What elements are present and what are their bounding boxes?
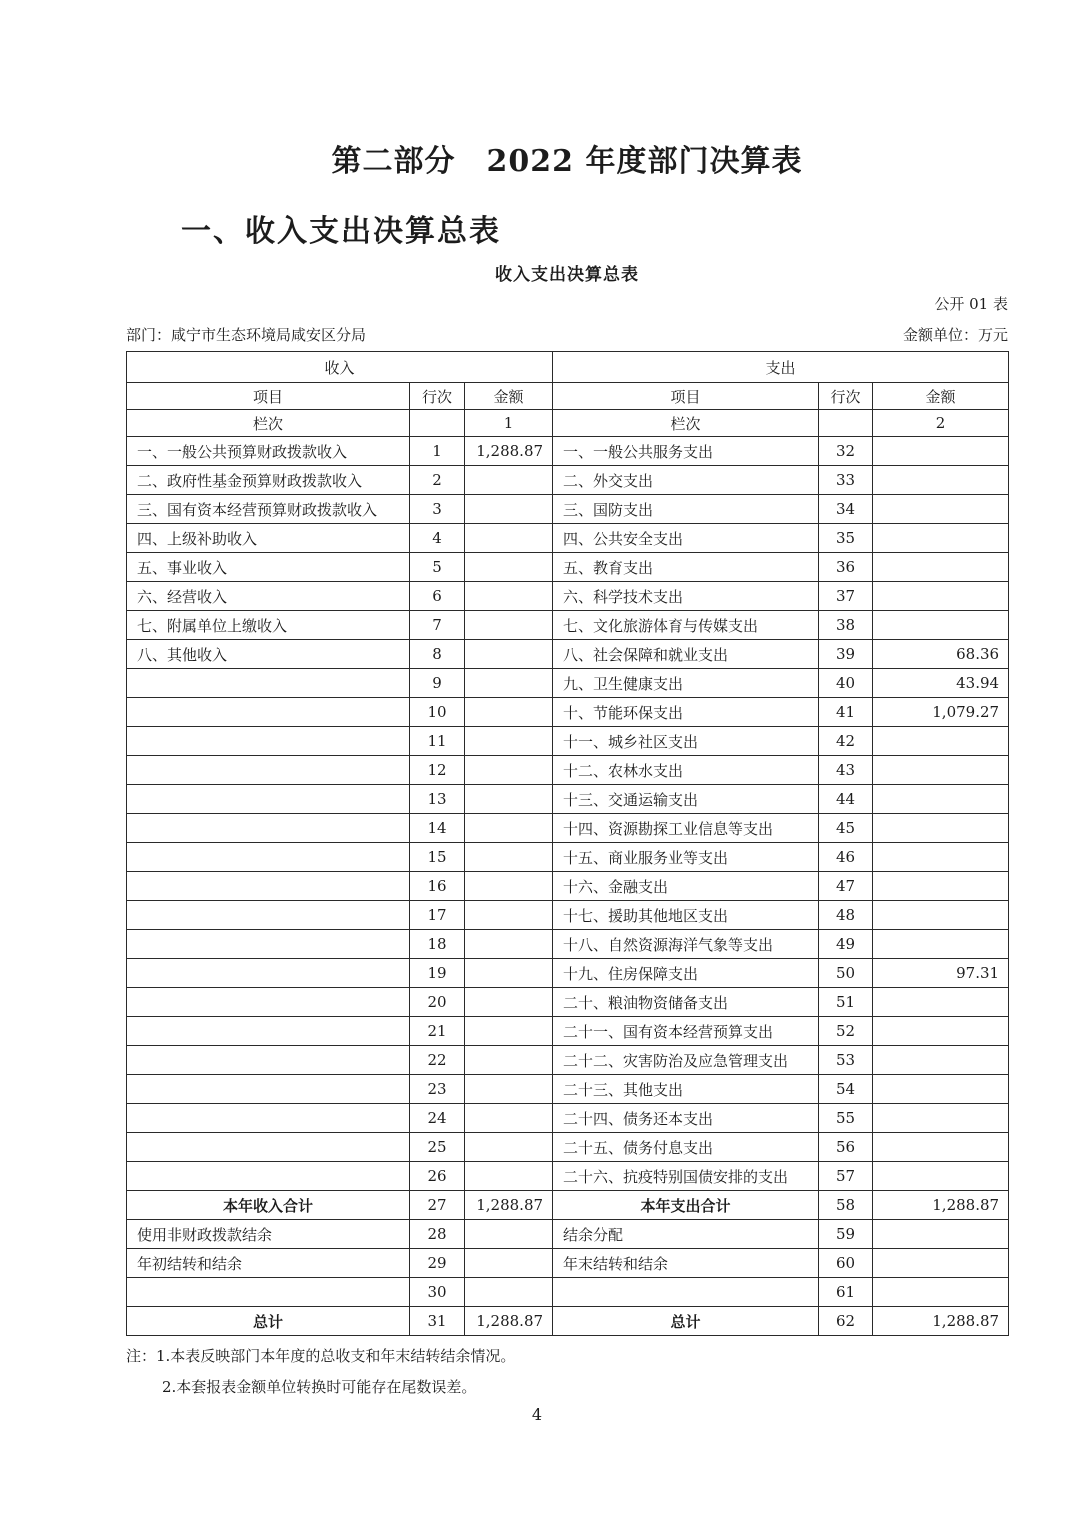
page-number: 4 [531,1405,543,1424]
income-amount-header: 金额 [465,383,553,410]
expense-amount-cell: 97.31 [873,959,1009,988]
expense-line-cell: 58 [819,1191,873,1220]
expense-amount-cell [873,1017,1009,1046]
expense-item-cell: 十、节能环保支出 [553,698,819,727]
expense-amount-cell: 43.94 [873,669,1009,698]
table-row [127,1017,1009,1046]
income-amount-cell [465,756,553,785]
expense-line-cell: 45 [819,814,873,843]
income-item-cell [127,1133,410,1162]
expense-amount-cell [873,843,1009,872]
expense-item-cell: 九、卫生健康支出 [553,669,819,698]
income-amount-cell [465,814,553,843]
expense-item-cell: 十九、住房保障支出 [553,959,819,988]
expense-line-cell: 52 [819,1017,873,1046]
income-item-cell [127,1104,410,1133]
table-row [127,1162,1009,1191]
income-line-cell: 13 [410,785,465,814]
expense-item-cell: 七、文化旅游体育与传媒支出 [553,611,819,640]
income-amount-cell [465,1075,553,1104]
income-item-cell [127,698,410,727]
income-amount-cell [465,553,553,582]
income-item-cell [127,1017,410,1046]
income-line-cell: 15 [410,843,465,872]
expense-header-cell: 支出 [553,352,1009,383]
income-item-cell: 二、政府性基金预算财政拨款收入 [127,466,410,495]
income-line-header: 行次 [410,383,465,410]
expense-line-cell: 38 [819,611,873,640]
income-lanci-value: 1 [465,410,553,437]
expense-item-cell: 六、科学技术支出 [553,582,819,611]
table-row [127,524,1009,553]
expense-amount-cell [873,930,1009,959]
table-row [127,1133,1009,1162]
table-row [127,1046,1009,1075]
income-amount-cell [465,1104,553,1133]
table-code-label: 公开 01 表 [934,295,1008,313]
income-line-cell: 21 [410,1017,465,1046]
expense-amount-cell [873,1278,1009,1307]
expense-line-cell: 47 [819,872,873,901]
income-item-cell: 七、附属单位上缴收入 [127,611,410,640]
expense-amount-cell [873,1104,1009,1133]
income-amount-cell [465,959,553,988]
table-row [127,1104,1009,1133]
expense-item-cell: 十七、援助其他地区支出 [553,901,819,930]
table-row [127,843,1009,872]
table-title: 收入支出决算总表 [495,265,639,285]
expense-line-cell: 61 [819,1278,873,1307]
table-row [127,1249,1009,1278]
income-line-cell: 1 [410,437,465,466]
income-item-cell [127,669,410,698]
income-line-cell: 30 [410,1278,465,1307]
table-row [127,1075,1009,1104]
expense-amount-cell [873,1046,1009,1075]
income-item-cell [127,756,410,785]
expense-amount-cell: 68.36 [873,640,1009,669]
expense-line-cell: 56 [819,1133,873,1162]
expense-line-cell: 33 [819,466,873,495]
expense-line-cell: 32 [819,437,873,466]
expense-amount-cell [873,727,1009,756]
expense-line-cell: 37 [819,582,873,611]
income-line-cell: 26 [410,1162,465,1191]
income-item-cell: 四、上级补助收入 [127,524,410,553]
expense-line-cell: 34 [819,495,873,524]
expense-amount-cell [873,814,1009,843]
expense-amount-cell [873,495,1009,524]
expense-item-cell: 八、社会保障和就业支出 [553,640,819,669]
expense-amount-cell [873,553,1009,582]
income-amount-cell [465,727,553,756]
expense-line-header: 行次 [819,383,873,410]
income-line-cell: 18 [410,930,465,959]
income-amount-cell [465,872,553,901]
table-row [127,756,1009,785]
expense-line-cell: 48 [819,901,873,930]
table-row [127,727,1009,756]
expense-amount-cell [873,988,1009,1017]
expense-amount-cell [873,582,1009,611]
income-line-cell: 8 [410,640,465,669]
table-row [127,988,1009,1017]
expense-line-cell: 39 [819,640,873,669]
expense-amount-cell [873,756,1009,785]
income-amount-cell: 1,288.87 [465,1307,553,1336]
income-amount-cell [465,988,553,1017]
income-amount-cell [465,669,553,698]
income-item-cell: 总计 [127,1307,410,1336]
income-item-cell: 三、国有资本经营预算财政拨款收入 [127,495,410,524]
expense-item-cell: 十五、商业服务业等支出 [553,843,819,872]
income-lanci-line-cell [410,410,465,437]
expense-amount-cell: 1,079.27 [873,698,1009,727]
income-item-cell [127,814,410,843]
expense-line-cell: 54 [819,1075,873,1104]
table-row [127,1191,1009,1220]
income-line-cell: 10 [410,698,465,727]
table-row [127,1278,1009,1307]
income-line-cell: 6 [410,582,465,611]
income-item-cell [127,1278,410,1307]
income-item-cell: 本年收入合计 [127,1191,410,1220]
income-amount-cell [465,930,553,959]
expense-item-cell: 二十四、债务还本支出 [553,1104,819,1133]
income-amount-cell [465,640,553,669]
expense-line-cell: 41 [819,698,873,727]
expense-line-cell: 44 [819,785,873,814]
income-item-cell: 六、经营收入 [127,582,410,611]
part-title: 第二部分 2022 年度部门决算表 [331,144,803,179]
income-amount-cell [465,698,553,727]
table-row [127,814,1009,843]
income-lanci-label: 栏次 [127,410,410,437]
expense-line-cell: 49 [819,930,873,959]
expense-amount-cell [873,872,1009,901]
expense-amount-cell [873,611,1009,640]
income-amount-cell [465,843,553,872]
table-lanci-row [127,410,1009,437]
table-meta-row [126,324,1008,345]
expense-amount-cell [873,437,1009,466]
expense-item-cell: 一、一般公共服务支出 [553,437,819,466]
expense-amount-cell [873,1249,1009,1278]
table-row [127,553,1009,582]
income-line-cell: 19 [410,959,465,988]
table-row [127,930,1009,959]
expense-line-cell: 50 [819,959,873,988]
expense-line-cell: 53 [819,1046,873,1075]
income-line-cell: 25 [410,1133,465,1162]
income-item-cell [127,901,410,930]
table-row [127,640,1009,669]
income-item-cell [127,1162,410,1191]
expense-item-cell: 二、外交支出 [553,466,819,495]
income-item-cell [127,785,410,814]
expense-item-cell: 二十六、抗疫特别国债安排的支出 [553,1162,819,1191]
expense-line-cell: 46 [819,843,873,872]
unit-label: 金额单位：万元 [902,326,1008,344]
income-item-cell: 一、一般公共预算财政拨款收入 [127,437,410,466]
table-notes [126,1345,1008,1397]
income-amount-cell [465,1046,553,1075]
income-amount-cell [465,1220,553,1249]
income-amount-cell [465,1133,553,1162]
income-line-cell: 27 [410,1191,465,1220]
income-line-cell: 24 [410,1104,465,1133]
income-header-cell: 收入 [127,352,553,383]
income-amount-cell [465,611,553,640]
income-amount-cell [465,1017,553,1046]
expense-amount-cell [873,1133,1009,1162]
expense-amount-cell: 1,288.87 [873,1191,1009,1220]
income-item-cell: 年初结转和结余 [127,1249,410,1278]
income-line-cell: 12 [410,756,465,785]
table-row [127,437,1009,466]
income-line-cell: 16 [410,872,465,901]
expense-item-cell: 十一、城乡社区支出 [553,727,819,756]
table-row [127,611,1009,640]
income-amount-cell [465,1162,553,1191]
income-line-cell: 20 [410,988,465,1017]
income-item-cell [127,1075,410,1104]
expense-item-cell: 十三、交通运输支出 [553,785,819,814]
income-line-cell: 3 [410,495,465,524]
expense-line-cell: 42 [819,727,873,756]
income-line-cell: 4 [410,524,465,553]
income-line-cell: 28 [410,1220,465,1249]
expense-item-cell: 二十三、其他支出 [553,1075,819,1104]
expense-item-cell: 十四、资源勘探工业信息等支出 [553,814,819,843]
income-amount-cell [465,1249,553,1278]
income-line-cell: 23 [410,1075,465,1104]
expense-item-cell: 三、国防支出 [553,495,819,524]
expense-line-cell: 36 [819,553,873,582]
expense-amount-cell [873,466,1009,495]
note-line: 2.本套报表金额单位转换时可能存在尾数误差。 [162,1378,477,1396]
income-amount-cell [465,524,553,553]
income-item-cell: 八、其他收入 [127,640,410,669]
table-row [127,1220,1009,1249]
expense-lanci-line-cell [819,410,873,437]
expense-item-cell: 本年支出合计 [553,1191,819,1220]
income-line-cell: 31 [410,1307,465,1336]
income-line-cell: 2 [410,466,465,495]
expense-line-cell: 51 [819,988,873,1017]
table-row [127,669,1009,698]
income-amount-cell: 1,288.87 [465,437,553,466]
income-item-cell [127,727,410,756]
expense-item-cell: 十二、农林水支出 [553,756,819,785]
expense-line-cell: 57 [819,1162,873,1191]
expense-item-cell: 十八、自然资源海洋气象等支出 [553,930,819,959]
table-columns-header-row [127,383,1009,410]
expense-item-header: 项目 [553,383,819,410]
income-line-cell: 14 [410,814,465,843]
income-line-cell: 7 [410,611,465,640]
income-amount-cell [465,1278,553,1307]
expense-amount-cell [873,1162,1009,1191]
expense-item-cell: 年末结转和结余 [553,1249,819,1278]
expense-amount-cell [873,524,1009,553]
expense-amount-cell [873,1075,1009,1104]
expense-line-cell: 55 [819,1104,873,1133]
income-amount-cell [465,785,553,814]
department-label: 部门：咸宁市生态环境局咸安区分局 [126,326,367,344]
income-line-cell: 5 [410,553,465,582]
income-item-cell [127,843,410,872]
table-row [127,872,1009,901]
expense-amount-cell [873,901,1009,930]
expense-item-cell: 二十一、国有资本经营预算支出 [553,1017,819,1046]
expense-item-cell: 二十二、灾害防治及应急管理支出 [553,1046,819,1075]
income-amount-cell [465,495,553,524]
expense-amount-cell: 1,288.87 [873,1307,1009,1336]
expense-amount-header: 金额 [873,383,1009,410]
expense-lanci-value: 2 [873,410,1009,437]
table-body [127,437,1009,1336]
income-item-header: 项目 [127,383,410,410]
expense-line-cell: 59 [819,1220,873,1249]
income-line-cell: 11 [410,727,465,756]
table-half-header-row [127,352,1009,383]
income-item-cell [127,930,410,959]
income-amount-cell [465,466,553,495]
expense-item-cell: 二十、粮油物资储备支出 [553,988,819,1017]
table-row [127,785,1009,814]
table-row [127,466,1009,495]
expense-item-cell: 总计 [553,1307,819,1336]
expense-item-cell: 结余分配 [553,1220,819,1249]
income-amount-cell [465,582,553,611]
expense-item-cell: 二十五、债务付息支出 [553,1133,819,1162]
income-expense-table [126,351,1009,1336]
income-item-cell [127,959,410,988]
expense-line-cell: 35 [819,524,873,553]
expense-item-cell: 四、公共安全支出 [553,524,819,553]
income-line-cell: 9 [410,669,465,698]
income-item-cell [127,988,410,1017]
expense-amount-cell [873,785,1009,814]
expense-line-cell: 62 [819,1307,873,1336]
expense-line-cell: 43 [819,756,873,785]
income-line-cell: 29 [410,1249,465,1278]
expense-item-cell [553,1278,819,1307]
table-row [127,901,1009,930]
income-line-cell: 17 [410,901,465,930]
income-line-cell: 22 [410,1046,465,1075]
expense-lanci-label: 栏次 [553,410,819,437]
expense-line-cell: 60 [819,1249,873,1278]
section-title: 一、收入支出决算总表 [181,214,501,249]
income-amount-cell: 1,288.87 [465,1191,553,1220]
income-item-cell: 五、事业收入 [127,553,410,582]
table-row [127,959,1009,988]
table-row [127,495,1009,524]
income-item-cell [127,872,410,901]
expense-item-cell: 五、教育支出 [553,553,819,582]
table-row [127,1307,1009,1336]
expense-line-cell: 40 [819,669,873,698]
table-row [127,582,1009,611]
note-line: 注：1.本表反映部门本年度的总收支和年末结转结余情况。 [126,1347,516,1365]
expense-amount-cell [873,1220,1009,1249]
table-row [127,698,1009,727]
income-amount-cell [465,901,553,930]
income-item-cell: 使用非财政拨款结余 [127,1220,410,1249]
expense-item-cell: 十六、金融支出 [553,872,819,901]
income-item-cell [127,1046,410,1075]
